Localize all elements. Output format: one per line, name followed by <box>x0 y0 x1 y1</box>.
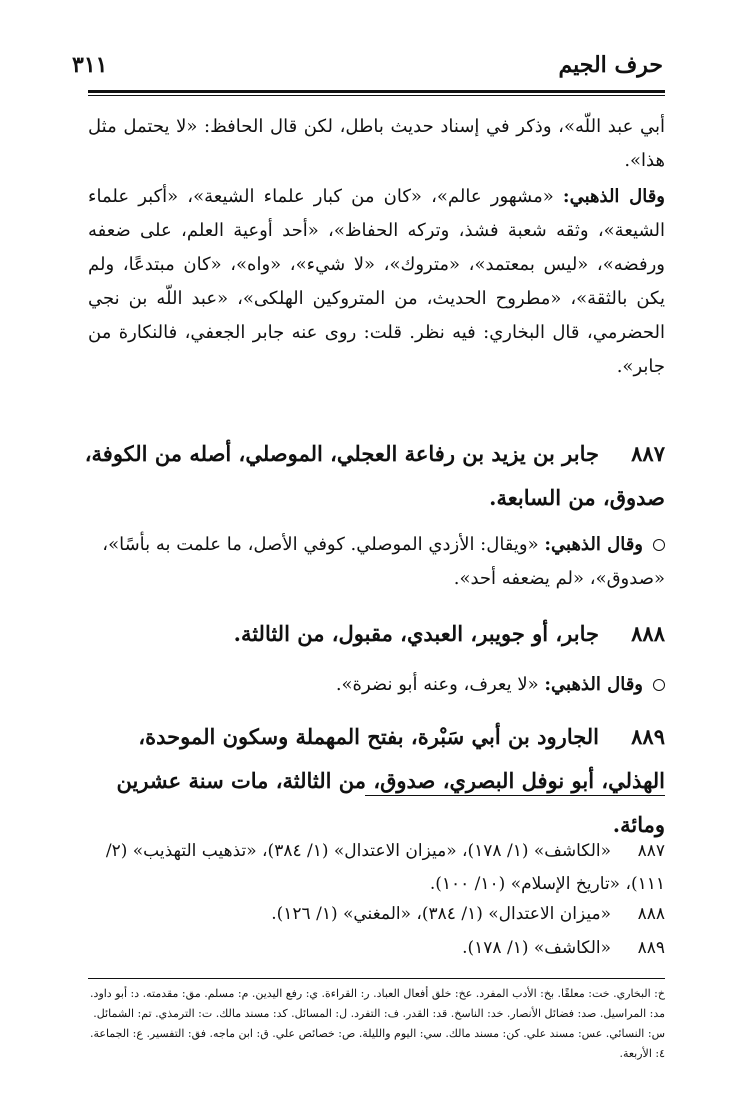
footnote-887 <box>70 835 665 901</box>
note-887 <box>80 528 665 596</box>
abbreviations-line: س: النسائي. عس: مسند علي. كن: مسند مالك. سي: اليوم والليلة. ص: خصائص علي. ق: ابن ماجه. فق: التفسير. ع: الجماعة. ٤: الأربعة. <box>90 1027 665 1060</box>
footnote-889 <box>70 932 665 965</box>
footnote-rule <box>365 795 665 796</box>
note-text: «ويقال: الأزدي الموصلي. كوفي الأصل، ما علمت به بأسًا»، «صدوق»، «لم يضعفه أحد». <box>102 534 665 589</box>
note-label: وقال الذهبي: <box>544 534 643 555</box>
paragraph-dhahabi <box>88 180 665 384</box>
abbreviations-line: خ: البخاري. خت: معلقًا. بخ: الأدب المفرد. عخ: خلق أفعال العباد. ر: القراءة. ي: رفع اليدين. م: مسلم. مق: مقدمته. د: أبو داود. <box>90 987 665 1000</box>
paragraph-label: وقال الذهبي: <box>562 186 665 207</box>
abbreviations-key <box>88 984 665 1064</box>
note-label: وقال الذهبي: <box>544 674 643 695</box>
entry-number: ٨٨٧ <box>631 441 665 466</box>
entry-text: الجارود بن أبي سَبْرة، بفتح المهملة وسكون الموحدة، الهذلي، أبو نوفل البصري، صدوق، من الثالثة، مات سنة عشرين ومائة. <box>116 724 665 837</box>
footnote-text: «ميزان الاعتدال» (١/ ٣٨٤)، «المغني» (١/ ١٢٦). <box>271 904 611 924</box>
abbreviations-line: مد: المراسيل. صد: فضائل الأنصار. خد: الناسخ. قد: القدر. ف: التفرد. ل: المسائل. كد: مسند مالك. ت: الترمذي. تم: الشمائل. <box>93 1007 665 1020</box>
entry-887 <box>70 432 665 520</box>
footnote-text: «الكاشف» (١/ ١٧٨)، «ميزان الاعتدال» (١/ ٣٨٤)، «تذهيب التهذيب» (٢/ ١١١)، «تاريخ الإسلام» (١٠/ ١٠٠). <box>105 841 665 894</box>
entry-number: ٨٨٨ <box>631 621 665 646</box>
circle-bullet-icon <box>653 539 665 551</box>
footnote-text: «الكاشف» (١/ ١٧٨). <box>462 938 611 958</box>
header-rule-thin <box>88 95 665 96</box>
page-number: ٣١١ <box>72 52 108 78</box>
entry-number: ٨٨٩ <box>631 724 665 749</box>
header-rule <box>88 90 665 93</box>
paragraph-continuation: أبي عبد اللّه»، وذكر في إسناد حديث باطل، لكن قال الحافظ: «لا يحتمل مثل هذا». <box>88 116 665 171</box>
paragraph-text: «مشهور عالم»، «كان من كبار علماء الشيعة»، «أكبر علماء الشيعة»، وثقه شعبة فشذ، وتركه الحفاظ»، «أحد أوعية العلم، على ضعفه ورفضه»، «ليس بمعتمد»، «متروك»، «لا شيء»، «واه»، «كان مبتدعًا، ولم يكن بالثقة»، «مطروح الحديث، من المتروكين الهلكى»، «عبد اللّه بن نجي الحضرمي، قال البخاري: فيه نظر. قلت: روى عنه جابر الجعفي، فالنكارة من جابر». <box>88 186 665 377</box>
entry-889 <box>70 715 665 847</box>
footnote-number: ٨٨٧ <box>637 841 665 861</box>
chapter-title: حرف الجيم <box>558 52 663 78</box>
note-text: «لا يعرف، وعنه أبو نضرة». <box>335 674 539 695</box>
footnote-number: ٨٨٩ <box>637 938 665 958</box>
footnote-number: ٨٨٨ <box>637 904 665 924</box>
entry-text: جابر بن يزيد بن رفاعة العجلي، الموصلي، أصله من الكوفة، صدوق، من السابعة. <box>84 441 665 510</box>
entry-888 <box>70 612 665 656</box>
abbreviations-rule <box>88 978 665 979</box>
circle-bullet-icon <box>653 679 665 691</box>
footnote-888 <box>70 898 665 931</box>
note-888 <box>80 668 665 702</box>
entry-text: جابر، أو جويبر، العبدي، مقبول، من الثالثة. <box>233 621 599 646</box>
